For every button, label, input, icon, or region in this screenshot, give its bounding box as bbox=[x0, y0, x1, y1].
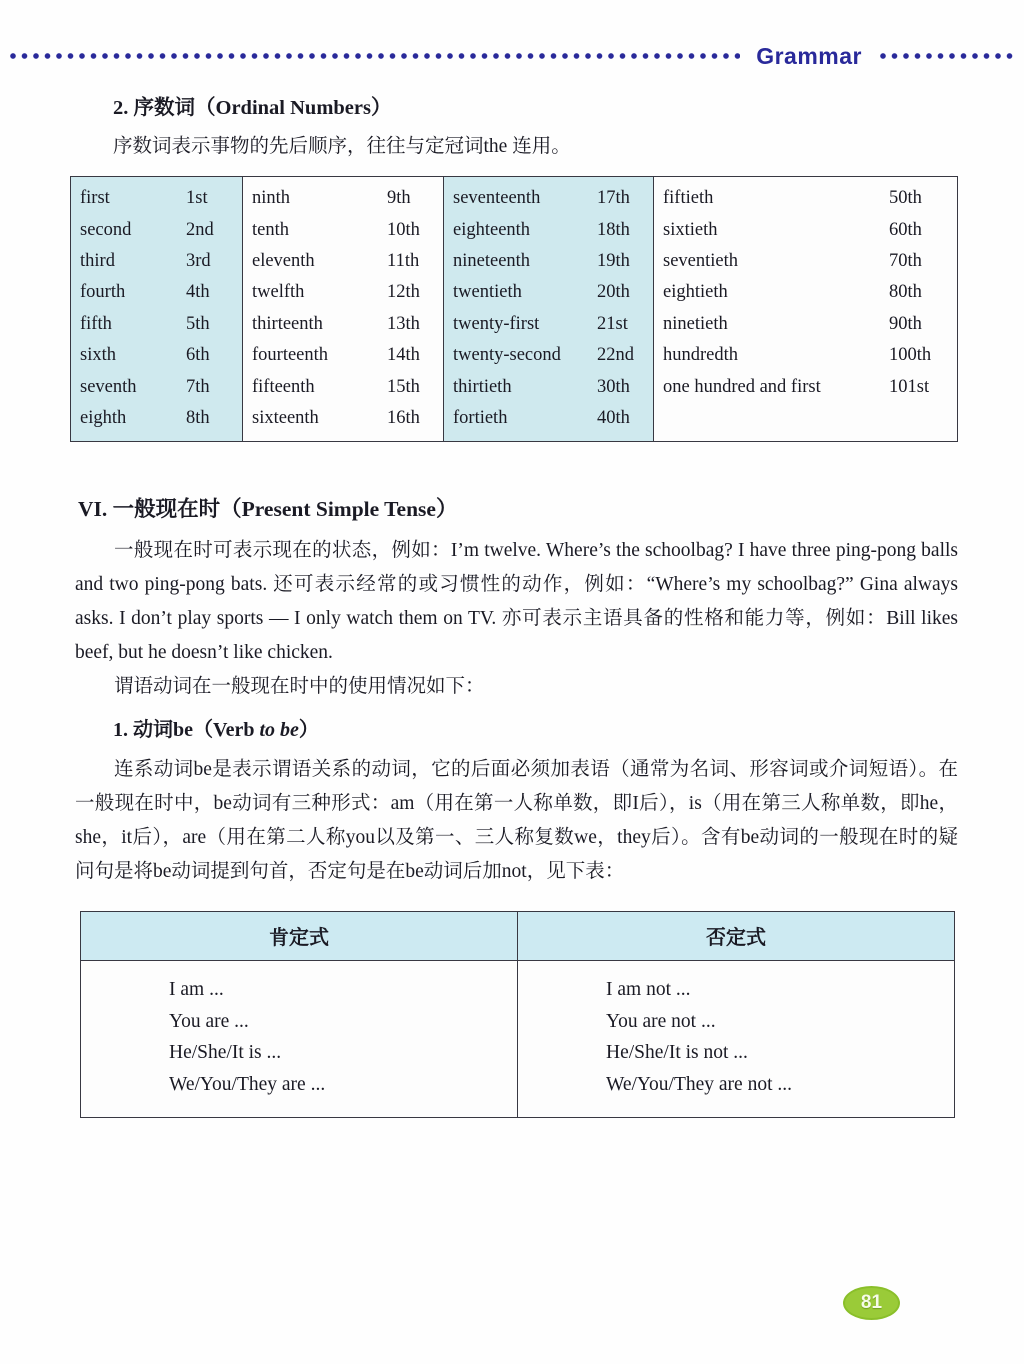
ordinal-word: twenty-first bbox=[453, 313, 540, 334]
ordinal-word: seventh bbox=[80, 376, 137, 397]
negative-header: 否定式 bbox=[706, 927, 766, 950]
verb-be-heading bbox=[113, 713, 958, 742]
ordinal-row bbox=[243, 340, 443, 371]
affirmative-header: 肯定式 bbox=[81, 912, 518, 960]
affirmative-line: We/You/They are ... bbox=[169, 1073, 326, 1095]
ordinal-row bbox=[654, 246, 957, 277]
ordinal-abbr: 3rd bbox=[186, 250, 211, 271]
ordinal-abbr: 80th bbox=[889, 282, 922, 303]
ordinal-word: twentieth bbox=[453, 282, 522, 303]
ordinal-abbr: 2nd bbox=[186, 219, 214, 240]
ordinal-abbr: 15th bbox=[387, 376, 420, 397]
ordinal-abbr: 21st bbox=[597, 313, 628, 334]
ordinal-row bbox=[243, 309, 443, 340]
ordinal-abbr: 12th bbox=[387, 282, 420, 303]
verb-be-heading-italic: to be bbox=[259, 719, 299, 742]
ordinal-row bbox=[71, 340, 242, 371]
ordinal-row bbox=[71, 309, 242, 340]
ordinal-abbr: 13th bbox=[387, 313, 420, 334]
ordinal-word: fourteenth bbox=[252, 345, 329, 366]
page-content bbox=[0, 90, 1024, 1118]
ordinal-word: twenty-second bbox=[453, 345, 561, 366]
ordinal-word: thirtieth bbox=[453, 376, 512, 397]
ordinal-row bbox=[444, 403, 653, 434]
ordinal-abbr: 1st bbox=[186, 188, 208, 209]
ordinal-abbr: 8th bbox=[186, 407, 210, 428]
section-header-label: Grammar bbox=[756, 42, 862, 69]
affirmative-line: You are ... bbox=[169, 1010, 249, 1032]
affirmative-line: I am ... bbox=[169, 979, 224, 1001]
ordinal-word: thirteenth bbox=[252, 313, 323, 334]
ordinal-row bbox=[444, 309, 653, 340]
ordinal-row bbox=[654, 214, 957, 245]
ordinal-row bbox=[243, 403, 443, 434]
dotted-rule-left-icon bbox=[8, 51, 740, 61]
tense-heading: VI. 一般现在时（Present Simple Tense） bbox=[78, 497, 458, 522]
ordinal-row bbox=[71, 183, 242, 214]
ordinal-row bbox=[654, 371, 957, 402]
ordinal-row bbox=[243, 246, 443, 277]
ordinal-word: second bbox=[80, 219, 132, 240]
negative-cell bbox=[518, 961, 954, 1117]
ordinal-row bbox=[243, 214, 443, 245]
ordinal-word: one hundred and first bbox=[663, 376, 821, 397]
ordinal-abbr: 10th bbox=[387, 219, 420, 240]
ordinal-word: third bbox=[80, 250, 115, 271]
ordinal-table-group-3 bbox=[444, 177, 654, 441]
verb-be-heading-post: ） bbox=[298, 719, 319, 742]
ordinal-intro: 序数词表示事物的先后顺序，往往与定冠词the 连用。 bbox=[113, 136, 571, 157]
ordinal-abbr: 100th bbox=[889, 345, 932, 366]
ordinal-abbr: 19th bbox=[597, 250, 630, 271]
ordinal-row bbox=[71, 277, 242, 308]
negative-line: I am not ... bbox=[606, 979, 691, 1001]
ordinal-word: ninth bbox=[252, 188, 291, 209]
negative-line: We/You/They are not ... bbox=[606, 1073, 793, 1095]
ordinal-word: eleventh bbox=[252, 250, 315, 271]
ordinal-row bbox=[444, 277, 653, 308]
ordinal-abbr: 7th bbox=[186, 376, 210, 397]
ordinal-row bbox=[243, 277, 443, 308]
ordinal-row bbox=[71, 403, 242, 434]
ordinal-row bbox=[654, 183, 957, 214]
ordinal-word: seventeenth bbox=[453, 188, 541, 209]
ordinal-word: eightieth bbox=[663, 282, 728, 303]
ordinal-word: fifteenth bbox=[252, 376, 315, 397]
ordinal-word: first bbox=[80, 188, 110, 209]
ordinal-word: nineteenth bbox=[453, 250, 531, 271]
tense-paragraph-1: 一般现在时可表示现在的状态，例如：I’m twelve. Where’s the schoolbag? I have three ping-pong balls and two ping-pong bats. 还可表示经常的或习惯性的动作，例如：“Where’s my schoolbag?” Gina always asks. I don’t play sports — I only watch them on TV. 亦可表示主语具备的性格和能力等，例如：Bill likes beef, but he doesn’t like chicken. bbox=[75, 540, 958, 664]
ordinal-heading: 2. 序数词（Ordinal Numbers） bbox=[113, 97, 392, 119]
affirmative-line: He/She/It is ... bbox=[169, 1042, 282, 1064]
ordinal-row bbox=[71, 214, 242, 245]
ordinal-table-group-1 bbox=[71, 177, 243, 441]
ordinal-word: hundredth bbox=[663, 345, 739, 366]
ordinal-abbr: 60th bbox=[889, 219, 922, 240]
ordinal-abbr: 6th bbox=[186, 345, 210, 366]
page-header bbox=[0, 0, 1024, 68]
affirmative-cell bbox=[81, 961, 518, 1117]
ordinal-word: sixth bbox=[80, 345, 116, 366]
ordinal-row bbox=[444, 246, 653, 277]
ordinal-word: sixteenth bbox=[252, 407, 319, 428]
ordinal-abbr: 11th bbox=[387, 250, 420, 271]
ordinal-word: eighth bbox=[80, 407, 127, 428]
ordinal-word: tenth bbox=[252, 219, 289, 240]
ordinal-row bbox=[71, 371, 242, 402]
be-forms-table-header bbox=[81, 912, 954, 961]
ordinal-abbr: 70th bbox=[889, 250, 922, 271]
ordinal-row bbox=[444, 371, 653, 402]
negative-line: He/She/It is not ... bbox=[606, 1042, 748, 1064]
ordinal-abbr: 101st bbox=[889, 376, 930, 397]
ordinal-row bbox=[654, 277, 957, 308]
verb-be-paragraph: 连系动词be是表示谓语关系的动词，它的后面必须加表语（通常为名词、形容词或介词短语）。在一般现在时中，be动词有三种形式：am（用在第一人称单数，即I后），is（用在第三人称单数，即he，she，it后），are（用在第二人称you以及第一、三人称复数we，they后）。含有be动词的一般现在时的疑问句是将be动词提到句首，否定句是在be动词后加not，见下表： bbox=[75, 759, 958, 883]
ordinal-row bbox=[444, 183, 653, 214]
ordinal-table bbox=[70, 176, 958, 442]
ordinal-row bbox=[654, 309, 957, 340]
ordinal-word: fourth bbox=[80, 282, 126, 303]
negative-line: You are not ... bbox=[606, 1010, 716, 1032]
ordinal-abbr: 14th bbox=[387, 345, 420, 366]
ordinal-row bbox=[243, 183, 443, 214]
ordinal-word: sixtieth bbox=[663, 219, 718, 240]
ordinal-word: fiftieth bbox=[663, 188, 714, 209]
ordinal-abbr: 4th bbox=[186, 282, 210, 303]
ordinal-row bbox=[71, 246, 242, 277]
ordinal-abbr: 90th bbox=[889, 313, 922, 334]
ordinal-abbr: 5th bbox=[186, 313, 210, 334]
ordinal-abbr: 50th bbox=[889, 188, 922, 209]
ordinal-word: fortieth bbox=[453, 407, 508, 428]
ordinal-abbr: 22nd bbox=[597, 345, 634, 366]
ordinal-word: twelfth bbox=[252, 282, 305, 303]
ordinal-abbr: 20th bbox=[597, 282, 630, 303]
ordinal-row bbox=[444, 340, 653, 371]
tense-paragraph-2: 谓语动词在一般现在时中的使用情况如下： bbox=[114, 676, 485, 698]
dotted-rule-right-icon bbox=[878, 51, 1016, 61]
ordinal-table-group-4 bbox=[654, 177, 957, 441]
ordinal-abbr: 40th bbox=[597, 407, 630, 428]
ordinal-word: fifth bbox=[80, 313, 112, 334]
ordinal-abbr: 30th bbox=[597, 376, 630, 397]
ordinal-row bbox=[444, 214, 653, 245]
ordinal-abbr: 9th bbox=[387, 188, 411, 209]
ordinal-word: seventieth bbox=[663, 250, 739, 271]
be-forms-table bbox=[80, 911, 955, 1118]
ordinal-abbr: 18th bbox=[597, 219, 630, 240]
ordinal-word: ninetieth bbox=[663, 313, 728, 334]
ordinal-row bbox=[243, 371, 443, 402]
page-number-badge: 81 bbox=[843, 1286, 900, 1320]
ordinal-word: eighteenth bbox=[453, 219, 531, 240]
ordinal-abbr: 17th bbox=[597, 188, 630, 209]
ordinal-row bbox=[654, 340, 957, 371]
ordinal-abbr: 16th bbox=[387, 407, 420, 428]
verb-be-heading-pre: 1. 动词be（Verb bbox=[113, 719, 260, 742]
ordinal-table-group-2 bbox=[243, 177, 444, 441]
be-forms-table-body bbox=[81, 961, 954, 1117]
